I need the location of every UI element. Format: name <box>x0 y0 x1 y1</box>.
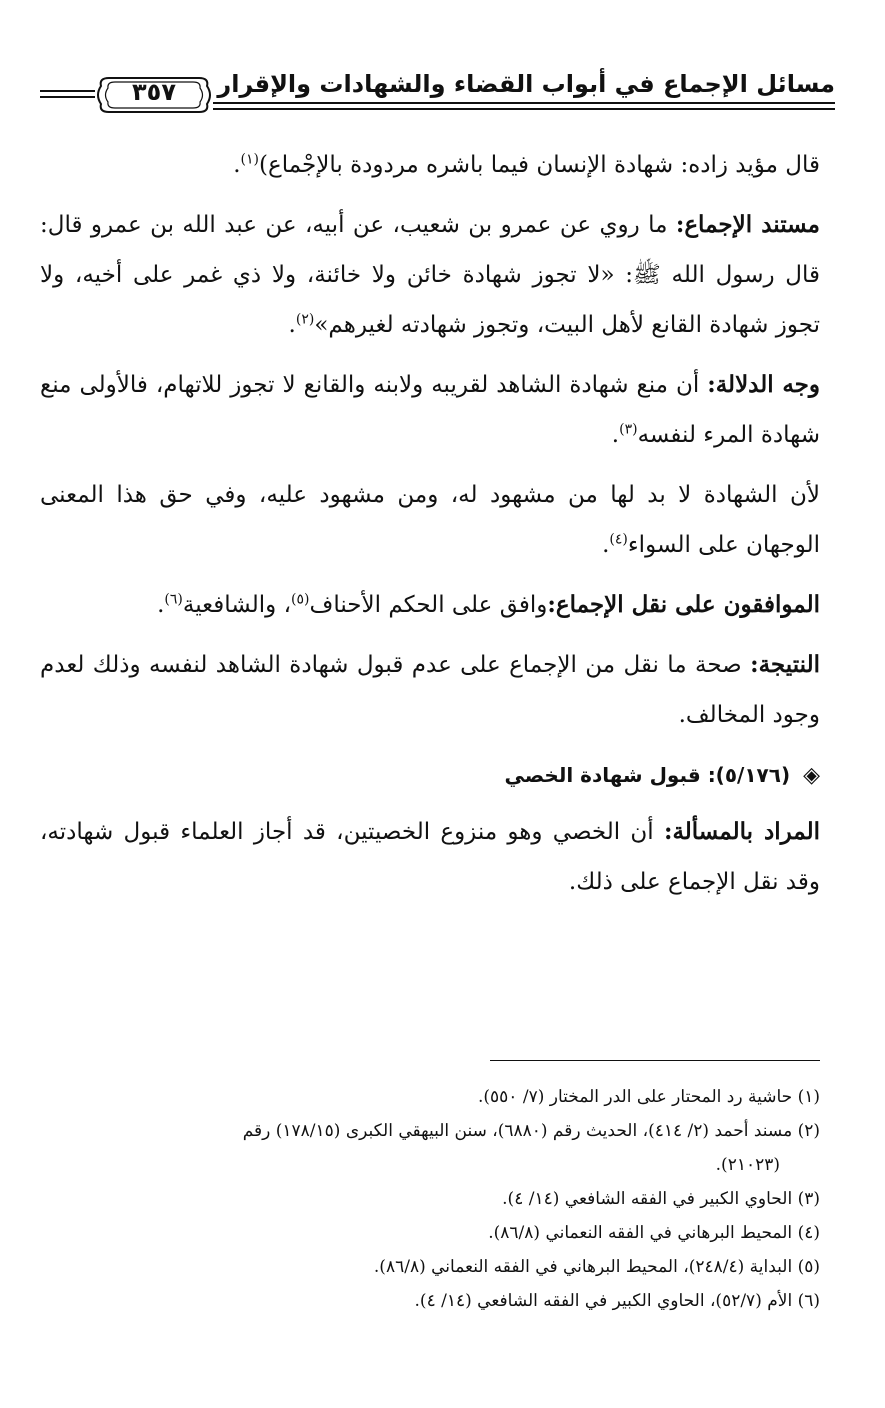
footnote <box>40 1182 820 1216</box>
section-number: (٥/١٧٦): <box>707 763 791 787</box>
running-title: مسائل الإجماع في أبواب القضاء والشهادات والإقرار <box>217 70 835 98</box>
paragraph-agreeing <box>40 580 820 630</box>
paragraph-label: المراد بالمسألة: <box>663 818 820 845</box>
footnote-number: (٥) <box>797 1257 820 1277</box>
paragraph-text: صحة ما نقل من الإجماع على عدم قبول شهادة الشاهد لنفسه وذلك لعدم وجود المخالف. <box>40 652 820 728</box>
paragraph-tail: . <box>611 422 620 448</box>
paragraph-text: ما روي عن عمرو بن شعيب، عن أبيه، عن عبد الله بن عمرو قال: قال رسول الله ﷺ: «لا تجوز شهادة خائن ولا خائنة، ولا ذي غمر على أخيه، ولا تجوز شهادة القانع لأهل البيت، وتجوز شهادته لغيرهم» <box>40 212 820 338</box>
paragraph-text: قال مؤيد زاده: شهادة الإنسان فيما باشره مردودة بالإجْماع) <box>259 152 820 178</box>
paragraph-label: الموافقون على نقل الإجماع: <box>547 591 820 618</box>
footnote-number: (١) <box>797 1087 820 1107</box>
paragraph-label: وجه الدلالة: <box>707 371 820 398</box>
footnote <box>40 1284 820 1318</box>
paragraph-reason <box>40 470 820 570</box>
paragraph-label: النتيجة: <box>750 651 820 678</box>
paragraph-tail: . <box>157 592 165 618</box>
paragraph-quote <box>40 140 820 190</box>
paragraph-text: أن الخصي وهو منزوع الخصيتين، قد أجاز العلماء قبول شهادته، وقد نقل الإجماع على ذلك. <box>40 819 820 895</box>
footnote-text: البداية (٢٤٨/٤)، المحيط البرهاني في الفقه النعماني (٨٦/٨). <box>373 1257 793 1277</box>
header-rule-left <box>40 90 95 100</box>
footnote-text: الأم (٥٢/٧)، الحاوي الكبير في الفقه الشافعي (١٤/ ٤). <box>414 1291 793 1311</box>
header-rule-right <box>213 102 835 112</box>
footnote <box>40 1216 820 1250</box>
footnote-ref: (٢) <box>295 311 315 328</box>
section-heading <box>40 750 820 801</box>
paragraph-text: وافق على الحكم الأحناف <box>309 592 548 618</box>
footnote-text: حاشية رد المحتار على الدر المختار (٧/ ٥٥٠). <box>478 1087 793 1107</box>
footnote-number: (٦) <box>797 1291 820 1311</box>
paragraph-meaning <box>40 807 820 907</box>
paragraph-result <box>40 640 820 740</box>
footnote-number: (٢) <box>797 1121 820 1141</box>
paragraph-tail: . <box>602 532 610 558</box>
page-header <box>40 60 835 116</box>
footnote-text: الحاوي الكبير في الفقه الشافعي (١٤/ ٤). <box>502 1189 793 1209</box>
paragraph-text: أن منع شهادة الشاهد لقريبه ولابنه والقانع لا تجوز للاتهام، فالأولى منع شهادة المرء لنفسه <box>40 372 820 448</box>
footnote-ref: (١) <box>240 151 260 168</box>
footnote <box>40 1114 820 1182</box>
diamond-icon: ◈ <box>803 763 820 788</box>
footnote <box>40 1080 820 1114</box>
footnote-ref: (٣) <box>619 421 638 438</box>
paragraph-text-mid: ، والشافعية <box>182 592 292 618</box>
section-title: قبول شهادة الخصي <box>504 763 701 787</box>
main-text <box>40 140 820 917</box>
footnote-continuation: (٢١٠٢٣). <box>715 1155 780 1175</box>
page-number: ٣٥٧ <box>132 78 176 106</box>
footnote-separator <box>490 1060 820 1061</box>
paragraph-text: لأن الشهادة لا بد لها من مشهود له، ومن مشهود عليه، وفي حق هذا المعنى الوجهان على السواء <box>40 482 820 558</box>
footnote-number: (٤) <box>797 1223 820 1243</box>
footnote-text: المحيط البرهاني في الفقه النعماني (٨٦/٨). <box>488 1223 793 1243</box>
paragraph-tail: . <box>288 312 296 338</box>
paragraph-tail: . <box>233 152 241 178</box>
footnote <box>40 1250 820 1284</box>
footnote-number: (٣) <box>797 1189 820 1209</box>
footnote-ref: (٦) <box>164 591 183 608</box>
footnotes <box>40 1080 820 1318</box>
paragraph-indication <box>40 360 820 460</box>
paragraph-label: مستند الإجماع: <box>675 211 820 238</box>
paragraph-evidence <box>40 200 820 350</box>
footnote-ref: (٤) <box>609 531 628 548</box>
footnote-ref: (٥) <box>291 591 310 608</box>
footnote-text: مسند أحمد (٢/ ٤١٤)، الحديث رقم (٦٨٨٠)، سنن البيهقي الكبرى (١٧٨/١٥) رقم <box>242 1121 793 1141</box>
